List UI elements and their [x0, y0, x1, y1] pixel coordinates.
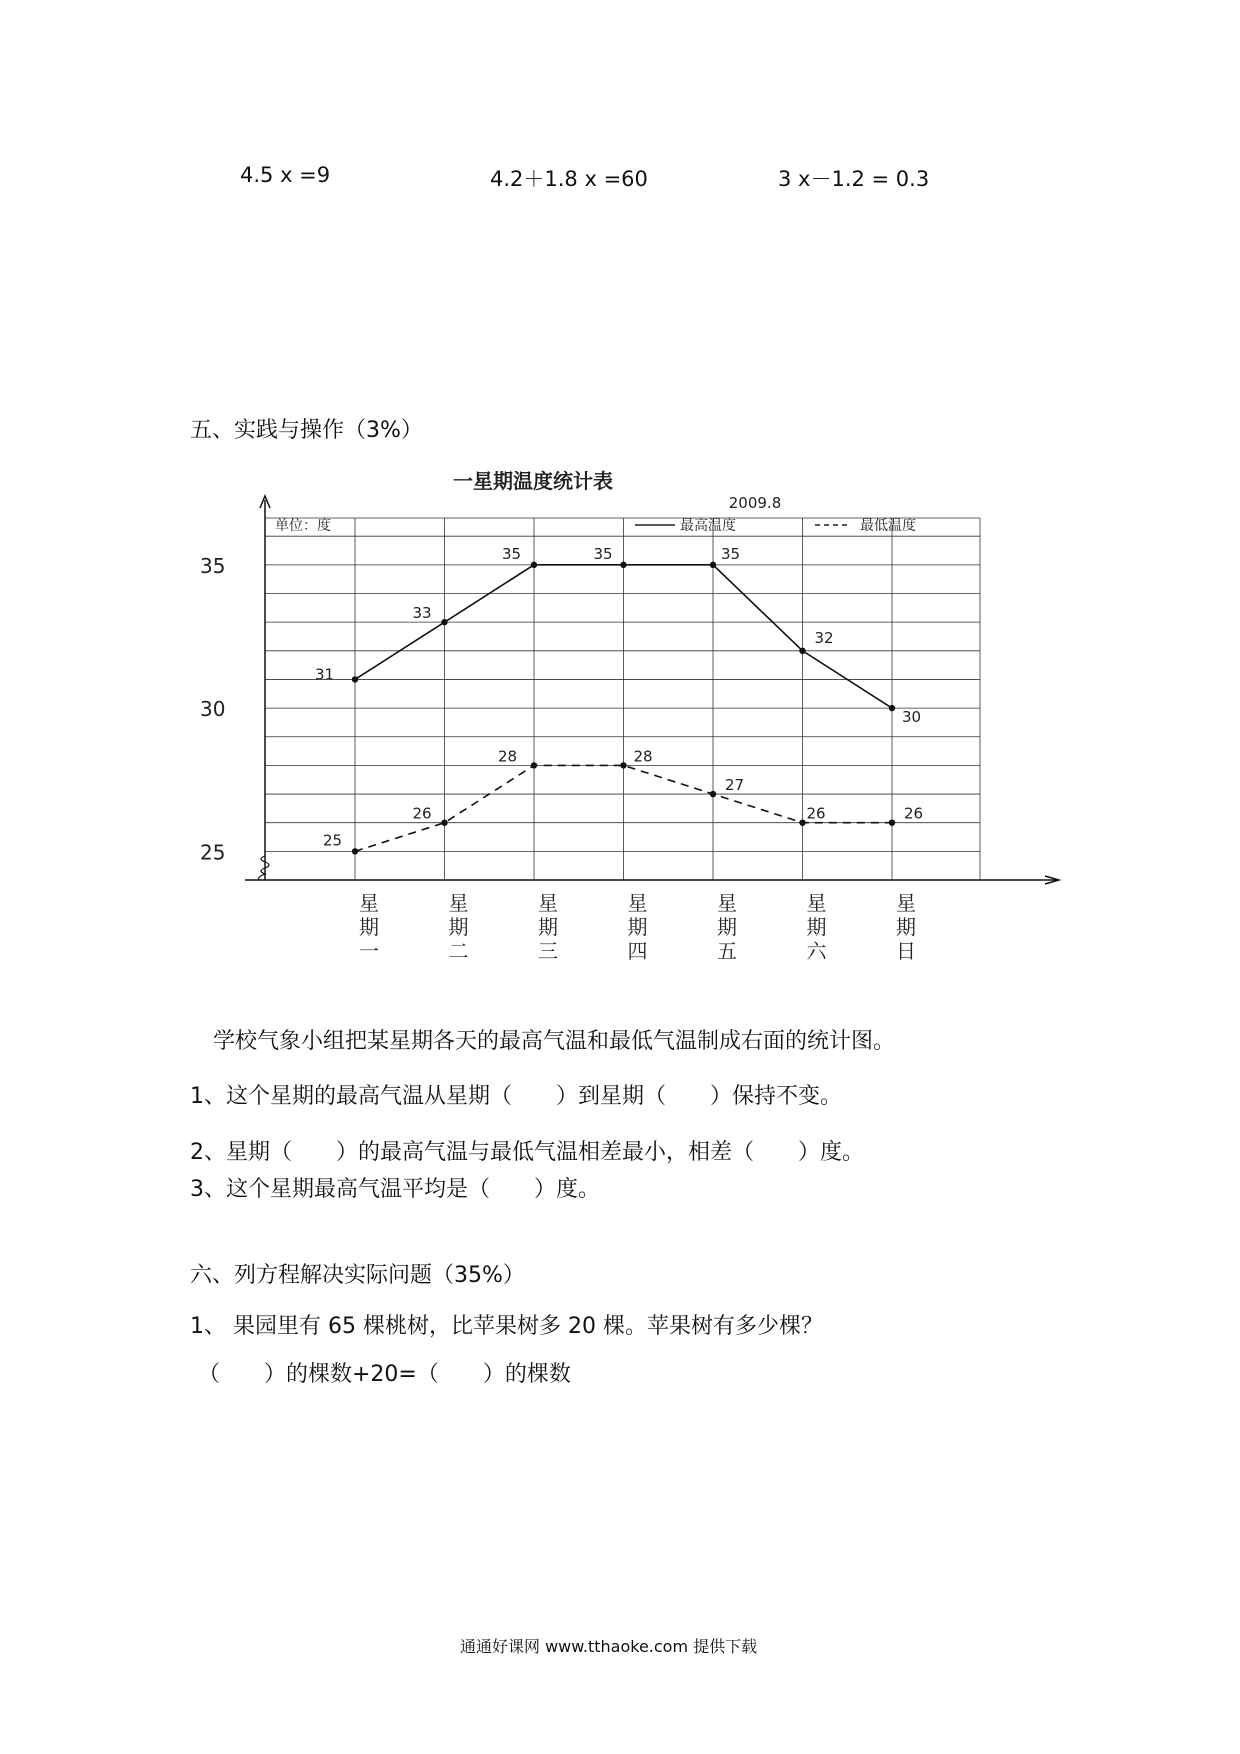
data-label-min: 27: [725, 776, 745, 795]
x-category-label: 星期四: [627, 891, 648, 960]
x-category-label: 星期二: [448, 891, 469, 960]
data-point-min: [352, 848, 358, 854]
chart-unit-label: 单位：度: [275, 518, 331, 534]
question-1: 1、这个星期的最高气温从星期（ ）到星期（ ）保持不变。: [190, 1084, 842, 1109]
legend-label-max: 最高温度: [680, 518, 736, 534]
equation-3: 3 x－1.2 = 0.3: [778, 167, 930, 191]
y-tick-label: 30: [200, 697, 226, 722]
y-tick-label: 35: [200, 553, 226, 578]
data-label-min: 26: [412, 804, 432, 823]
legend-label-min: 最低温度: [860, 518, 916, 534]
x-category-label: 星期六: [806, 891, 827, 960]
data-point-max: [799, 648, 805, 654]
data-label-min: 28: [498, 747, 518, 766]
chart-title: 一星期温度统计表: [453, 469, 613, 493]
data-point-max: [620, 562, 626, 568]
data-label-max: 30: [902, 708, 922, 727]
data-label-min: 25: [323, 831, 343, 850]
section-five-title: 五、实践与操作（3%）: [190, 418, 423, 443]
data-label-min: 26: [904, 804, 924, 823]
section-six-title: 六、列方程解决实际问题（35%）: [190, 1263, 525, 1288]
x-category-label: 星期日: [896, 891, 916, 960]
data-label-max: 33: [412, 604, 432, 623]
data-label-max: 35: [502, 544, 522, 563]
data-point-max: [531, 562, 537, 568]
equation-2: 4.2＋1.8 x =60: [490, 167, 648, 191]
data-point-min: [889, 820, 895, 826]
data-label-min: 28: [633, 747, 653, 766]
data-label-min: 26: [806, 804, 826, 823]
data-point-min: [441, 820, 447, 826]
y-tick-label: 25: [200, 840, 226, 865]
word-problem-1: 1、 果园里有 65 棵桃树，比苹果树多 20 棵。苹果树有多少棵？: [190, 1314, 823, 1339]
equation-template: （ ）的棵数+20=（ ）的棵数: [198, 1362, 571, 1387]
data-point-min: [531, 762, 537, 768]
data-point-max: [889, 705, 895, 711]
x-category-label: 星期五: [717, 891, 737, 960]
question-2: 2、星期（ ）的最高气温与最低气温相差最小，相差（ ）度。: [190, 1140, 864, 1165]
data-point-max: [352, 676, 358, 682]
data-point-min: [620, 762, 626, 768]
temperature-line-chart: [195, 460, 1085, 960]
y-axis-break: [259, 856, 269, 880]
question-3: 3、这个星期最高气温平均是（ ）度。: [190, 1177, 600, 1202]
data-label-max: 35: [593, 544, 613, 563]
equation-1: 4.5 x =9: [240, 163, 331, 187]
x-category-label: 星期三: [538, 891, 558, 960]
chart-intro: 学校气象小组把某星期各天的最高气温和最低气温制成右面的统计图。: [213, 1029, 896, 1054]
data-label-max: 35: [721, 544, 741, 563]
data-point-max: [710, 562, 716, 568]
data-label-max: 31: [315, 665, 335, 684]
data-point-min: [710, 791, 716, 797]
footer-text: 通通好课网 www.tthaoke.com 提供下载: [460, 1637, 758, 1656]
data-point-max: [441, 619, 447, 625]
x-category-label: 星期一: [359, 891, 379, 960]
data-label-max: 32: [814, 628, 834, 647]
chart-subtitle: 2009.8: [728, 494, 782, 512]
data-point-min: [799, 820, 805, 826]
